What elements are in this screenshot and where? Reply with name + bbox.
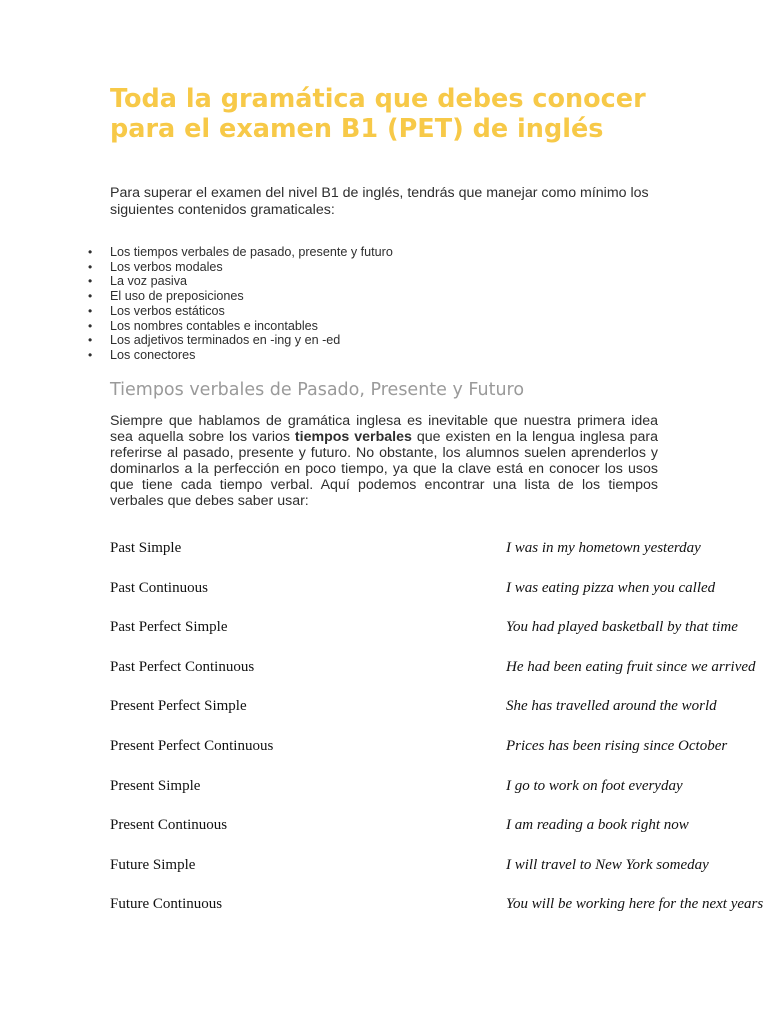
- tense-name: Present Perfect Continuous: [110, 737, 274, 754]
- grammar-topics-list: [110, 245, 393, 363]
- list-item: • Los verbos modales: [110, 260, 393, 275]
- list-item: • Los adjetivos terminados en -ing y en -ed: [110, 333, 393, 348]
- table-row: [110, 619, 768, 659]
- body-text-bold: tiempos verbales: [294, 429, 412, 445]
- tense-name: Past Perfect Continuous: [110, 658, 255, 675]
- table-row: [110, 698, 768, 738]
- tense-example: I was eating pizza when you called: [506, 579, 716, 596]
- tense-table: [110, 540, 768, 936]
- table-row: [110, 738, 768, 778]
- list-item: • Los tiempos verbales de pasado, presente y futuro: [110, 245, 393, 260]
- tense-example: You had played basketball by that time: [506, 619, 738, 636]
- table-row: [110, 778, 768, 818]
- table-row: [110, 540, 768, 580]
- tense-name: Past Perfect Simple: [110, 619, 228, 636]
- table-row: [110, 659, 768, 699]
- body-paragraph: [110, 413, 658, 509]
- tense-example: I go to work on foot everyday: [506, 777, 683, 794]
- tense-example: I will travel to New York someday: [506, 856, 709, 873]
- list-item: • Los conectores: [110, 348, 393, 363]
- tense-example: He had been eating fruit since we arrived: [506, 658, 756, 675]
- page-title: Toda la gramática que debes conocer para el examen B1 (PET) de inglés: [110, 84, 646, 144]
- tense-name: Future Continuous: [110, 896, 223, 913]
- intro-paragraph: Para superar el examen del nivel B1 de inglés, tendrás que manejar como mínimo los siguientes contenidos gramaticales:: [110, 185, 649, 218]
- table-row: [110, 580, 768, 620]
- tense-name: Past Continuous: [110, 579, 208, 596]
- tense-name: Present Continuous: [110, 817, 228, 834]
- table-row: [110, 896, 768, 936]
- tense-example: I was in my hometown yesterday: [506, 540, 701, 556]
- tense-example: I am reading a book right now: [506, 817, 689, 834]
- tense-example: You will be working here for the next years: [506, 896, 764, 913]
- list-item: • El uso de preposiciones: [110, 289, 393, 304]
- table-row: [110, 817, 768, 857]
- tense-name: Present Perfect Simple: [110, 698, 247, 715]
- body-text-start: Siempre que hablamos de gramática inglesa es inevitable que nuestra primera idea sea aquella sobre los varios: [110, 413, 658, 445]
- tense-name: Future Simple: [110, 856, 196, 873]
- list-item: • La voz pasiva: [110, 274, 393, 289]
- table-row: [110, 857, 768, 897]
- list-item: • Los verbos estáticos: [110, 304, 393, 319]
- tense-example: She has travelled around the world: [506, 698, 717, 715]
- body-text-end: que existen en la lengua inglesa para referirse al pasado, presente y futuro. No obstante, los alumnos suelen aprenderlos y dominarlos a la perfección en poco tiempo, ya que la clave está en conocer los usos que tiene cada tiempo verbal. Aquí podemos encontrar una lista de los tiempos verbales que debes saber usar:: [110, 429, 659, 509]
- tense-name: Past Simple: [110, 540, 182, 556]
- tense-name: Present Simple: [110, 777, 201, 794]
- list-item: • Los nombres contables e incontables: [110, 319, 393, 334]
- tense-example: Prices has been rising since October: [506, 737, 728, 754]
- section-heading: Tiempos verbales de Pasado, Presente y Futuro: [110, 380, 525, 400]
